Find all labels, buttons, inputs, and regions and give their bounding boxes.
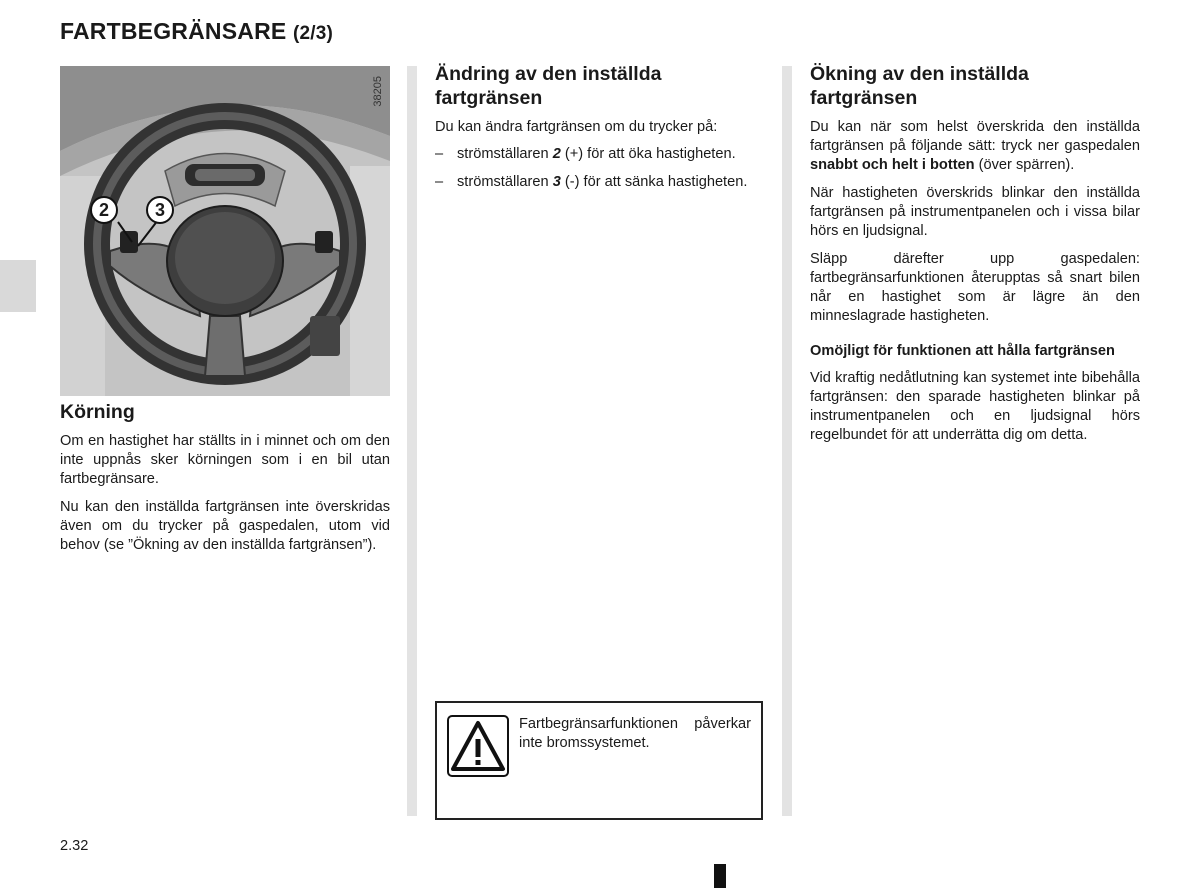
callout-2: 2 xyxy=(90,196,118,224)
paragraph: Nu kan den inställda fartgränsen inte överskridas även om du trycker på gaspedalen, utom vid behov (se ”Ökning av den inställda fartgränsen”). xyxy=(60,499,390,553)
warning-box xyxy=(435,701,763,820)
heading-change-limit: Ändring av den inställda fartgränsen xyxy=(435,63,662,109)
bullet-text: (-) för att sänka hastigheten. xyxy=(560,174,748,190)
section-tab-marker xyxy=(0,260,36,312)
subheading-cannot-hold-limit: Omöjligt för funktionen att hålla fartgränsen xyxy=(810,343,1115,359)
switch-number: 2 xyxy=(552,146,561,162)
heading-increase-limit: Ökning av den inställda fartgränsen xyxy=(810,63,1029,109)
column-divider xyxy=(407,66,417,816)
column-change-limit xyxy=(435,62,765,201)
heading-driving: Körning xyxy=(60,401,135,423)
paragraph: När hastigheten överskrids blinkar den inställda fartgränsen på instrumentpanelen och i vissa bilar hörs en ljudsignal. xyxy=(810,185,1140,239)
paragraph: Om en hastighet har ställts in i minnet och om den inte uppnås sker körningen som i en bil utan fartbegränsare. xyxy=(60,433,390,487)
paragraph: Du kan när som helst överskrida den inställda fartgränsen på följande sätt: tryck ner gaspedalen snabbt och helt i botten (över spärren). xyxy=(810,119,1140,173)
bullet-text: strömställaren xyxy=(457,146,553,162)
bullet-text: (+) för att öka hastigheten. xyxy=(560,146,736,162)
warning-text: Fartbegränsarfunktionen påverkar inte bromssystemet. xyxy=(519,716,751,751)
print-mark xyxy=(714,864,726,888)
page-number: 2.32 xyxy=(60,838,89,854)
bullet-dash: – xyxy=(435,146,444,162)
bullet-list xyxy=(435,145,765,192)
title-main: FARTBEGRÄNSARE xyxy=(60,18,287,44)
image-reference-number: 38205 xyxy=(372,76,384,107)
emphasis: snabbt och helt i botten xyxy=(810,157,975,173)
steering-wheel-illustration xyxy=(60,66,390,396)
bullet-text: strömställaren xyxy=(457,174,553,190)
column-divider xyxy=(782,66,792,816)
paragraph: Du kan ändra fartgränsen om du trycker på: xyxy=(435,119,718,135)
paragraph: Vid kraftig nedåtlutning kan systemet inte bibehålla fartgränsen: den sparade hastigheten blinkar på instrumentpanelen och en ljudsignal hörs regelbundet för att underrätta dig om detta. xyxy=(810,370,1140,443)
paragraph: Släpp därefter upp gaspedalen: fartbegränsarfunktionen återupptas så snart bilen når en hastighet som är lägre än den minneslagrade hastigheten. xyxy=(810,251,1140,324)
list-item xyxy=(435,145,765,164)
switch-number: 3 xyxy=(552,174,561,190)
title-suffix: (2/3) xyxy=(293,23,334,44)
page-title xyxy=(60,18,333,45)
list-item xyxy=(435,173,765,192)
column-driving xyxy=(60,400,390,564)
bullet-dash: – xyxy=(435,174,444,190)
column-increase-limit xyxy=(810,62,1140,454)
callout-3: 3 xyxy=(146,196,174,224)
warning-triangle-icon xyxy=(447,715,509,777)
